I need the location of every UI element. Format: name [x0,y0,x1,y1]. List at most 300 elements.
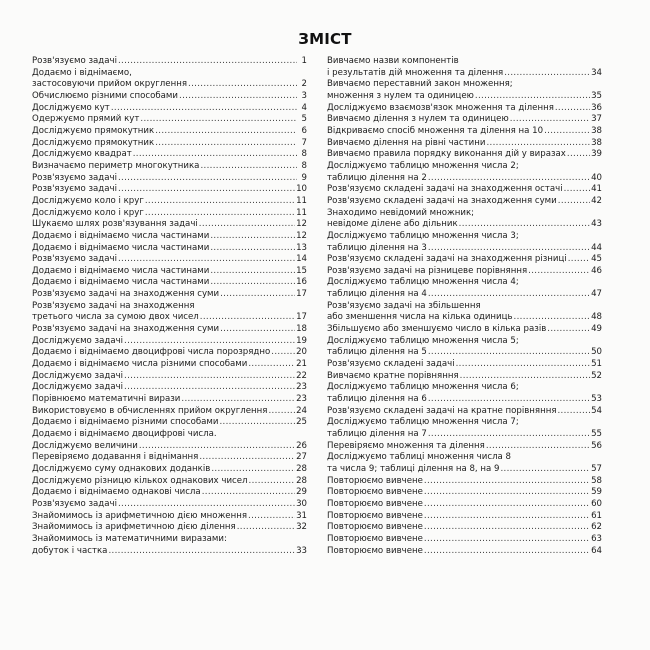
dot-leader [504,68,590,80]
toc-entry-title: Порівнюємо математичні вирази [32,394,181,405]
toc-page-number: 28 [296,475,307,486]
toc-entry-line-continued [32,429,307,441]
toc-entry-title: Збільшуємо або зменшуємо число в кілька разів [327,324,547,335]
dot-leader [428,289,590,301]
toc-entry-title: Визначаємо периметр многокутника [32,160,200,171]
toc-entry [327,208,602,231]
toc-page-number: 58 [591,475,602,486]
toc-entry-title: Повторюємо вивчене [327,533,423,544]
toc-entry-title: Досліджуємо таблиці множення числа 8 [327,452,512,463]
toc-entry-line [32,382,307,394]
toc-entry-title: Знайомимось із арифметичною дією ділення [32,522,236,533]
toc-entry-title: Додаємо і віднімаємо числа частинами [32,277,210,288]
toc-page-number: 35 [591,90,602,101]
toc-entry [32,347,307,359]
toc-entry [327,126,602,138]
toc-entry-line [32,522,307,534]
toc-page-number: 44 [591,242,602,253]
toc-entry-line-continued [327,301,602,313]
toc-entry-title: Вивчаємо кратне порівняння [327,370,459,381]
toc-entry [32,499,307,511]
toc-entry [32,114,307,126]
toc-entry-line [327,138,602,150]
toc-entry-line [32,289,307,301]
toc-entry [32,382,307,394]
toc-page-number: 20 [296,347,307,358]
toc-entry-line [327,173,602,185]
toc-entry [32,196,307,208]
toc-entry [327,511,602,523]
toc-entry [327,277,602,300]
toc-entry-line-continued [32,534,307,546]
toc-entry-line [32,312,307,324]
toc-entry-line [32,208,307,220]
toc-entry-line [327,254,602,266]
toc-entry-line [32,243,307,255]
dot-leader [428,429,590,441]
toc-page-number: 61 [591,510,602,521]
toc-page-number: 24 [296,405,307,416]
toc-page-number: 23 [296,394,307,405]
toc-page-number: 17 [296,289,307,300]
dot-leader [210,243,295,255]
toc-entry-line [327,91,602,103]
toc-entry-title: третього числа за сумою двох чисел [32,312,199,323]
dot-leader [155,126,297,138]
toc-entry [327,417,602,440]
dot-leader [460,371,590,383]
toc-page-number: 21 [296,359,307,370]
toc-entry-title: Досліджуємо прямокутник [32,125,155,136]
toc-entry-line [32,126,307,138]
dot-leader [547,324,590,336]
toc-entry [327,522,602,534]
toc-entry-title: Додаємо і віднімаємо, [32,67,132,78]
toc-entry-title: Вивчаємо переставний закон множення; [327,79,513,90]
dot-leader [140,114,297,126]
toc-entry-line [32,441,307,453]
toc-entry-title: Одержуємо прямий кут [32,114,140,125]
toc-page-number: 59 [591,487,602,498]
toc-entry-title: Повторюємо вивчене [327,487,423,498]
toc-page-number: 22 [296,370,307,381]
toc-entry-title: Знайомимось із арифметичною дією множення [32,510,247,521]
toc-entry-line [327,522,602,534]
toc-entry-title: Додаємо і віднімаємо числа частинами [32,242,210,253]
toc-entry [327,499,602,511]
toc-page-number: 23 [296,382,307,393]
toc-entry-line [327,184,602,196]
toc-entry-title: Досліджуємо суму однакових доданків [32,463,211,474]
toc-page-number: 40 [591,172,602,183]
toc-entry-line [327,394,602,406]
toc-right-column [327,56,602,557]
dot-leader [200,161,297,173]
toc-entry-line [32,511,307,523]
toc-page-number: 5 [301,114,307,125]
toc-entry-line [327,324,602,336]
toc-entry-title: Досліджуємо коло і круг [32,195,144,206]
dot-leader [111,103,297,115]
toc-entry-line [32,499,307,511]
toc-page-number: 42 [591,195,602,206]
toc-page-number: 10 [296,184,307,195]
dot-leader [558,196,590,208]
toc-entry [327,114,602,126]
toc-entry [327,161,602,184]
toc-entry-title: Перевіряємо додавання і віднімання [32,452,199,463]
dot-leader [486,138,590,150]
toc-entry-title: Досліджуємо коло і круг [32,207,144,218]
toc-entry [32,56,307,68]
toc-page-number: 43 [591,219,602,230]
toc-entry-title: Досліджуємо величини [32,440,138,451]
dot-leader [108,546,295,558]
toc-page-number: 15 [296,265,307,276]
toc-entry-title: та числа 9; таблиці ділення на 8, на 9 [327,463,500,474]
toc-entry-title: Розв'язуємо задачі [32,172,117,183]
toc-page-number: 7 [301,137,307,148]
dot-leader [271,347,295,359]
toc-entry-line-continued [327,417,602,429]
dot-leader [249,476,296,488]
toc-entry [32,534,307,557]
toc-entry-title: Досліджуємо кут [32,102,110,113]
toc-entry [32,68,307,91]
toc-entry-line [327,464,602,476]
dot-leader [210,266,295,278]
toc-entry [327,336,602,359]
dot-leader [155,138,297,150]
toc-entry-line [327,429,602,441]
toc-entry-title: таблицю ділення на 7 [327,429,427,439]
dot-leader [424,534,590,546]
toc-entry-line [327,347,602,359]
dot-leader [181,394,295,406]
toc-entry-line-continued [327,336,602,348]
toc-entry [32,91,307,103]
toc-page-number: 33 [296,545,307,556]
toc-entry [32,359,307,371]
toc-entry [327,184,602,196]
toc-page-number: 55 [591,429,602,439]
toc-entry [32,336,307,348]
toc-entry [32,452,307,464]
toc-entry-line [327,289,602,301]
dot-leader [118,56,297,68]
toc-entry [327,406,602,418]
toc-entry-title: Знайомимось із математичними виразами: [32,533,227,544]
toc-entry-title: Досліджуємо таблицю множення числа 5; [327,335,519,346]
toc-entry-title: Досліджуємо таблицю множення числа 6; [327,382,519,393]
toc-entry [327,79,602,102]
toc-entry-title: Розв'язуємо задачі на знаходження суми [32,324,220,335]
toc-entry [32,324,307,336]
toc-page-number: 46 [591,265,602,276]
toc-entry-title: Вивчаємо правила порядку виконання дій у виразах [327,149,566,160]
toc-entry-line [32,138,307,150]
toc-entry-title: Розв'язуємо складені задачі [327,359,455,370]
toc-left-column [32,56,307,557]
toc-entry [327,546,602,558]
toc-entry-line [327,103,602,115]
toc-entry-line [32,476,307,488]
toc-entry [32,511,307,523]
toc-entry-title: Досліджуємо задачі [32,382,124,393]
dot-leader [118,184,295,196]
toc-page-number: 30 [296,498,307,509]
toc-entry [327,301,602,324]
dot-leader [248,511,295,523]
toc-entry [327,103,602,115]
toc-page-number: 13 [296,242,307,253]
toc-entry-title: Досліджуємо таблицю множення числа 4; [327,277,519,288]
toc-page-number: 17 [296,312,307,323]
toc-entry-title: Досліджуємо задачі [32,370,124,381]
dot-leader [564,184,590,196]
dot-leader [124,382,295,394]
toc-entry-title: Повторюємо вивчене [327,522,423,533]
dot-leader [557,406,590,418]
toc-entry-title: Досліджуємо таблицю множення числа 2; [327,160,519,171]
toc-page-number: 39 [591,149,602,160]
dot-leader [424,511,590,523]
dot-leader [500,464,590,476]
toc-page-number: 8 [301,160,307,171]
toc-entry-line [327,499,602,511]
toc-entry-title: Додаємо і віднімаємо числа різними способами [32,359,248,370]
toc-page-number: 56 [591,440,602,451]
toc-entry-line [327,126,602,138]
toc-page-number: 27 [296,452,307,463]
toc-entry [327,476,602,488]
toc-entry-title: Розв'язуємо задачі [32,56,117,66]
toc-entry [327,149,602,161]
toc-entry-title: Розв'язуємо задачі на знаходження [32,300,195,311]
toc-page-number: 25 [296,417,307,428]
dot-leader [219,417,295,429]
toc-entry [32,301,307,324]
dot-leader [118,499,295,511]
toc-page-number: 32 [296,522,307,533]
dot-leader [567,149,590,161]
dot-leader [202,487,295,499]
toc-page-number: 45 [591,254,602,265]
toc-page-number: 6 [301,125,307,136]
toc-entry-line [32,91,307,103]
toc-page-number: 50 [591,347,602,358]
toc-page-number: 16 [296,277,307,288]
toc-entry [32,487,307,499]
toc-page-number: 41 [591,184,602,195]
toc-entry-line [32,173,307,185]
toc-entry [327,441,602,453]
toc-entry [32,289,307,301]
toc-entry-title: Розв'язуємо задачі на різницеве порівняння [327,265,528,276]
toc-entry-line [32,254,307,266]
toc-page-number: 48 [591,312,602,323]
page-title: ЗМІСТ [298,30,352,48]
toc-page-number: 8 [301,149,307,160]
toc-entry-title: Додаємо і віднімаємо однакові числа [32,487,201,498]
toc-entry [32,103,307,115]
toc-page-number: 52 [591,370,602,381]
dot-leader [475,91,590,103]
toc-page-number: 9 [301,172,307,183]
dot-leader [210,277,295,289]
toc-page-number: 63 [591,533,602,544]
toc-entry [327,56,602,79]
toc-entry-line [32,161,307,173]
toc-entry-title: Відкриваємо спосіб множення та ділення на 10 [327,125,544,136]
toc-entry-line-continued [327,452,602,464]
toc-entry-title: Розв'язуємо складені задачі на знаходження різниці [327,254,567,265]
toc-page-number: 37 [591,114,602,125]
toc-entry-line [32,219,307,231]
dot-leader [220,324,295,336]
toc-entry-line [32,452,307,464]
toc-entry [327,371,602,383]
toc-entry-line [327,546,602,558]
toc-entry [327,266,602,278]
toc-entry-line [32,487,307,499]
toc-entry-line-continued [327,208,602,220]
toc-page-number: 18 [296,324,307,335]
toc-entry-title: і результатів дій множення та ділення [327,67,504,78]
toc-entry-title: або зменшення числа на кілька одиниць [327,312,513,323]
toc-page-number: 54 [591,405,602,416]
toc-entry-title: Додаємо і віднімаємо різними способами [32,417,219,428]
dot-leader [428,243,590,255]
toc-entry [32,219,307,231]
dot-leader [544,126,590,138]
dot-leader [428,347,590,359]
toc-page-number: 36 [591,102,602,113]
toc-entry [32,149,307,161]
toc-entry-line-continued [327,79,602,91]
dot-leader [428,394,590,406]
toc-entry-line [327,371,602,383]
toc-entry-line [32,394,307,406]
dot-leader [555,103,590,115]
toc-entry-title: множення з нулем та одиницею [327,90,474,101]
toc-entry-line [32,149,307,161]
toc-entry [32,417,307,429]
dot-leader [514,312,591,324]
toc-entry-title: Повторюємо вивчене [327,475,423,486]
toc-entry-line [327,476,602,488]
toc-page-number: 62 [591,522,602,533]
toc-page-number: 3 [301,90,307,101]
toc-entry-line-continued [32,68,307,80]
toc-entry [327,324,602,336]
toc-entry-title: таблицю ділення на 6 [327,394,427,405]
toc-entry [327,534,602,546]
toc-entry-title: Додаємо і віднімаємо числа частинами [32,230,210,241]
dot-leader [486,441,590,453]
dot-leader [188,79,297,91]
toc-entry [327,138,602,150]
toc-entry-line [32,324,307,336]
toc-entry-title: таблицю ділення на 4 [327,289,427,300]
toc-entry [32,126,307,138]
dot-leader [199,452,295,464]
toc-entry [327,487,602,499]
dot-leader [124,336,295,348]
toc-entry [32,429,307,452]
toc-entry-line [32,103,307,115]
toc-entry-line-continued [327,382,602,394]
toc-entry-title: Розв'язуємо задачі [32,498,117,509]
toc-entry [32,254,307,266]
toc-entry-line [327,196,602,208]
toc-entry [32,371,307,383]
dot-leader [456,359,590,371]
toc-entry [32,231,307,243]
toc-entry-line [327,149,602,161]
toc-entry [32,138,307,150]
dot-leader [145,196,295,208]
toc-page-number: 60 [591,498,602,509]
toc-entry-line [327,312,602,324]
toc-entry-line [32,371,307,383]
toc-entry-line [32,114,307,126]
dot-leader [424,499,590,511]
toc-page-number: 47 [591,289,602,300]
dot-leader [424,522,590,534]
dot-leader [220,289,295,301]
dot-leader [424,546,590,558]
dot-leader [200,312,295,324]
toc-page-number: 38 [591,125,602,136]
toc-entry-line [32,56,307,68]
toc-entry-line [32,231,307,243]
toc-entry-line [32,464,307,476]
toc-entry-line [32,196,307,208]
dot-leader [133,149,297,161]
toc-page-number: 49 [591,324,602,335]
dot-leader [139,441,295,453]
toc-page-number: 53 [591,394,602,405]
toc-entry-line [327,511,602,523]
toc-entry-title: Використовуємо в обчисленнях прийом округлення [32,405,268,416]
toc-entry-title: таблицю ділення на 2 [327,172,427,183]
toc-page-number: 31 [296,510,307,521]
toc-entry [32,173,307,185]
dot-leader [248,359,295,371]
toc-page-number: 1 [301,56,307,66]
toc-entry-line [32,184,307,196]
toc-entry-title: Розв'язуємо задачі на знаходження суми [32,289,220,300]
toc-entry-line [327,359,602,371]
toc-entry-title: Досліджуємо різницю кількох однакових чисел [32,475,248,486]
toc-entry [32,184,307,196]
toc-entry [32,243,307,255]
toc-entry [32,464,307,476]
toc-entry-line-continued [327,56,602,68]
toc-entry-title: Досліджуємо прямокутник [32,137,155,148]
toc-entry [327,231,602,254]
toc-entry-line [32,266,307,278]
toc-entry-line [32,79,307,91]
toc-page-number: 12 [296,230,307,241]
dot-leader [428,173,590,185]
dot-leader [424,476,590,488]
toc-entry-title: Розв'язуємо задачі [32,184,117,195]
toc-entry-line [327,441,602,453]
toc-page-number: 14 [296,254,307,265]
toc-entry-line [32,417,307,429]
